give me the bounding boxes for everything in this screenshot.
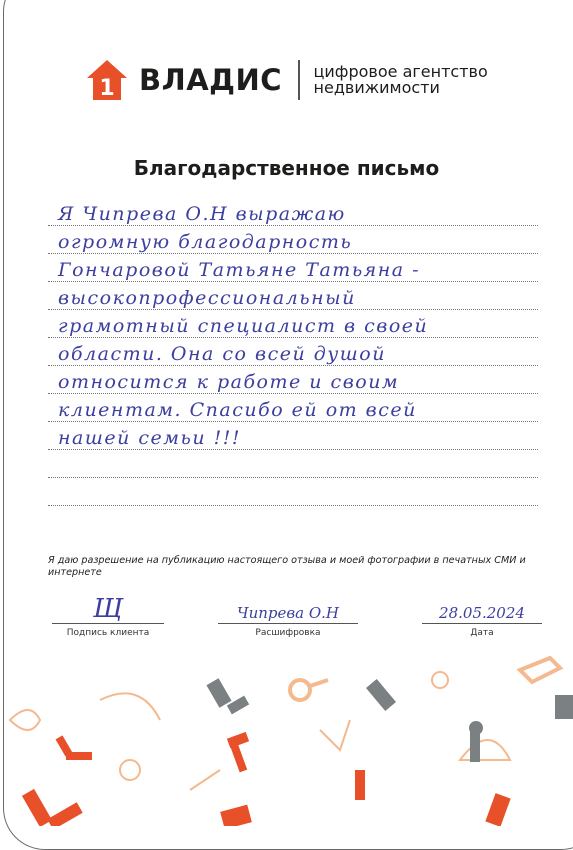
letter-line (48, 450, 538, 478)
house-logo-icon (85, 58, 129, 102)
decoding-block (218, 592, 358, 638)
letter-line (48, 338, 538, 366)
letter-line (48, 198, 538, 226)
handwritten-text: огромную благодарность (58, 231, 353, 253)
date-label: Дата (470, 628, 494, 638)
decorative-keys-pattern (0, 640, 573, 826)
letter-title: Благодарственное письмо (133, 156, 440, 180)
letter-line (48, 282, 538, 310)
letter-line (48, 422, 538, 450)
key-icon (10, 672, 510, 790)
client-signature (52, 592, 164, 624)
letter-line (48, 310, 538, 338)
key-icon (206, 678, 573, 762)
handwritten-text: грамотный специалист в своей (58, 315, 429, 337)
letter-line (48, 254, 538, 282)
letter-line (48, 394, 538, 422)
tagline-line-2: недвижимости (313, 78, 440, 97)
publication-consent: Я даю разрешение на публикацию настоящего отзыва и моей фотографии в печатных СМИ и интернете (48, 555, 526, 578)
handwritten-text: Я Чипрева О.Н выражаю (58, 203, 346, 225)
signature-block (52, 592, 164, 638)
decoding-label: Расшифровка (255, 628, 321, 638)
brand-tagline (314, 64, 488, 96)
key-icon (22, 732, 511, 826)
letter-line (48, 478, 538, 506)
letter-line (48, 226, 538, 254)
handwritten-text: нашей семьи !!! (58, 427, 242, 449)
tagline-line-1: цифровое агентство (313, 62, 488, 81)
handwritten-text: области. Она со всей душой (58, 343, 386, 365)
header-divider (298, 60, 300, 100)
header (85, 55, 488, 105)
key-icon (290, 658, 560, 700)
date-block (422, 592, 542, 638)
logo-digit: 1 (99, 76, 115, 101)
signature-mark: Щ (93, 594, 123, 624)
decoding-value: Чипрева О.Н (218, 592, 358, 624)
letter-line (48, 366, 538, 394)
date-value: 28.05.2024 (422, 592, 542, 624)
handwritten-text: относится к работе и своим (58, 371, 400, 393)
handwritten-text: высокопрофессиональный (58, 287, 356, 309)
handwritten-text: Гончаровой Татьяне Татьяна - (58, 259, 421, 281)
handwritten-text: клиентам. Спасибо ей от всей (58, 399, 417, 421)
signature-label: Подпись клиента (66, 628, 150, 638)
brand-name: ВЛАДИС (139, 63, 283, 97)
handwritten-lines (48, 198, 538, 506)
